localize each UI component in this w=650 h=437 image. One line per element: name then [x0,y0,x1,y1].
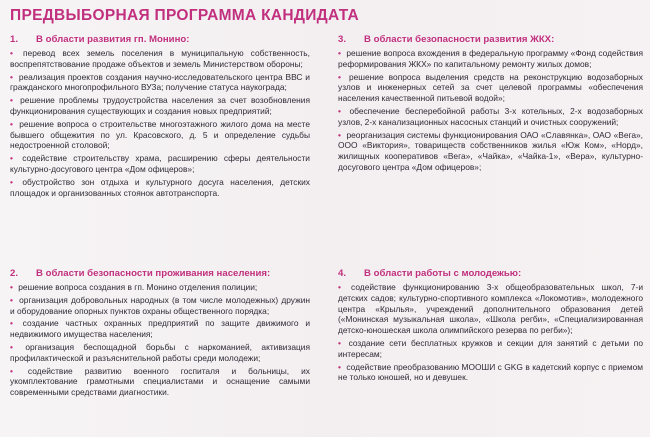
bullet-icon: • [338,282,341,292]
program-item [10,119,310,151]
section-heading-text: В области развития гп. Монино: [36,34,190,45]
section-number: 3. [338,34,347,45]
program-item [10,366,310,398]
bullet-icon: • [10,71,13,82]
program-item [10,72,310,94]
bullet-icon: • [10,365,13,376]
bullet-icon: • [10,341,13,352]
program-item [338,282,643,336]
section-heading [338,34,643,45]
page-title: ПРЕДВЫБОРНАЯ ПРОГРАММА КАНДИДАТА [10,7,359,24]
program-item [338,362,643,384]
program-item [338,338,643,360]
section-heading-text: В области работы с молодежью: [364,268,522,279]
program-item [338,106,643,128]
bullet-icon: • [338,105,341,116]
section-heading [10,268,310,279]
program-item-text: обустройство зон отдыха и культурного досуга населения, детских площадок и организованных стоянок автотранспорта. [10,176,310,198]
program-item [10,282,310,293]
program-item [10,318,310,340]
bullet-icon: • [338,337,341,348]
program-item-text: обеспечение бесперебойной работы 3-х котельных, 2-х водозаборных узлов, 2-х канализационных насосных станций и очистных сооружений; [338,105,643,127]
section-2 [10,268,310,400]
section-number: 1. [10,34,19,45]
program-item-text: решение вопроса вхождения в федеральную программу «Фонд содействия реформирования ЖКХ» по капитальному ремонту жилых домов; [338,48,643,69]
program-item-text: создание частных охранных предприятий по защите движимого и недвижимого имущества населения; [10,318,310,340]
bullet-icon: • [10,118,13,129]
program-item [10,177,310,199]
program-item-text: содействие строительству храма, расширению сферы деятельности культурно-досугового центра «Дом офицеров»; [10,153,310,174]
bullet-icon: • [338,71,341,82]
bullet-icon: • [10,95,13,106]
section-number: 2. [10,268,19,279]
section-number: 4. [338,268,347,279]
section-3 [338,34,643,175]
program-item-text: решение вопроса выделения средств на реконструкцию водозаборных узлов и инженерных сетей за счет целевой программы «обеспечения населения качественной питьевой водой»; [338,71,643,104]
program-item [10,342,310,364]
bullet-icon: • [338,361,341,372]
section-heading-text: В области безопасности развития ЖКХ: [364,34,555,45]
bullet-icon: • [10,153,13,164]
bullet-icon: • [10,176,13,187]
program-item-text: перевод всех земель поселения в муниципальную собственность, воспрепятствование продаже объектов и земель Министерством обороны; [10,48,310,69]
program-item-text: содействие преобразованию МООШИ с GKG в кадетский корпус с приемом не только юношей, но и девушек. [338,361,643,383]
section-heading-text: В области безопасности проживания населения: [36,268,271,279]
program-item [338,48,643,70]
program-item-text: решение вопроса о строительстве многоэтажного жилого дома на месте бывшего общежития по ул. Красовского, д. 5 и определение судьбы недостроенной столовой; [10,118,310,151]
program-item-text: организация беспощадной борьбы с наркоманией, активизация профилактической и разъяснительной работы среди молодежи; [10,341,310,363]
program-item [10,48,310,70]
program-item [338,130,643,173]
program-item [10,295,310,317]
program-item-text: реорганизация системы функционирования ОАО «Славянка», ОАО «Вега», ООО «Виктория», товариществ собственников жилья «Юж Ком», «Норд», жилищных кооперативов «Вега», «Чайка», «Чайка-1», «Вера», культурно-досугового центра «Дом офицеров»; [338,129,643,172]
bullet-icon: • [338,129,341,140]
program-item-text: реализация проектов создания научно-исследовательского центра ВВС и гражданского многопрофильного ВУЗа; получение статуса наукограда; [10,71,310,93]
bullet-icon: • [10,48,13,58]
program-item-text: содействие развитию военного госпиталя и больницы, их укомплектование грамотными специалистами и оснащение самыми современными средствами диагностики. [10,365,310,398]
bullet-icon: • [10,282,13,292]
program-item-text: решение проблемы трудоустройства населения за счет возобновления функционирования существующих и создания новых предприятий; [10,95,310,116]
program-item-text: создание сети бесплатных кружков и секции для занятий с детьми по интересам; [338,337,643,359]
section-4 [338,268,643,385]
bullet-icon: • [338,48,341,58]
program-item [338,72,643,104]
program-item-text: содействие функционированию 3-х общеобразовательных школ, 7-и детских садов; культурно-спортивного комплекса «Локомотив», молодежного центра «Крылья», учреждений дополнительного образования детей («Монинская музыкальная школа», «Школа регби», «Специализированная детско-юношеская школа олимпийского резерва по регби»); [338,282,643,336]
section-heading [338,268,643,279]
program-item-text: решение вопроса создания в гп. Монино отделения полиции; [15,282,258,292]
program-item [10,95,310,117]
section-heading [10,34,310,45]
section-1 [10,34,310,200]
program-item-text: организация добровольных народных (в том числе молодежных) дружин и оборудование опорных пунктов охраны общественного порядка; [10,294,310,316]
program-item [10,153,310,175]
bullet-icon: • [10,318,13,329]
bullet-icon: • [10,294,13,305]
